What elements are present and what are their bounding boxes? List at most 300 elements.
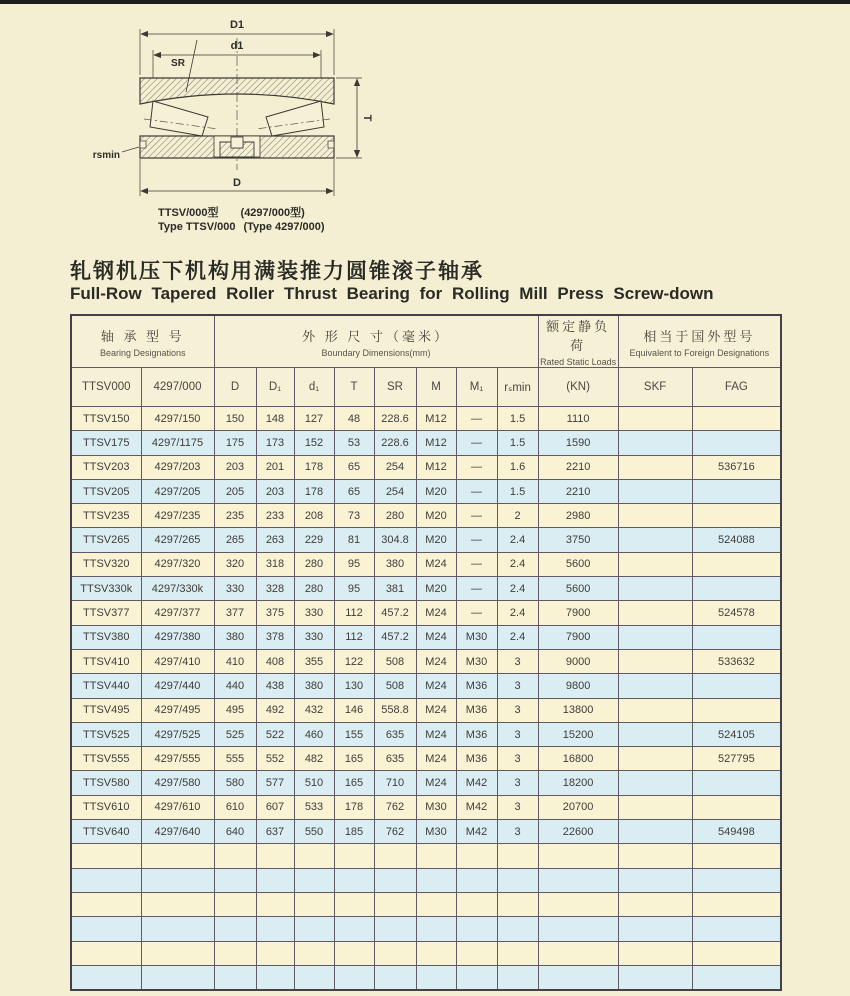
cell-4297: 4297/640 bbox=[141, 820, 214, 844]
cell-d1: 482 bbox=[294, 747, 334, 771]
cell-d1 bbox=[294, 965, 334, 989]
cell-m bbox=[416, 917, 456, 941]
cell-skf bbox=[618, 820, 692, 844]
cell-d1 bbox=[294, 868, 334, 892]
cell-m1: M42 bbox=[456, 771, 497, 795]
cell-m bbox=[416, 844, 456, 868]
cell-d1-cap: 375 bbox=[256, 601, 294, 625]
cell-d: 610 bbox=[214, 795, 256, 819]
cell-rsmin: 2.4 bbox=[497, 601, 538, 625]
group-label-en: Rated Static Loads bbox=[540, 357, 617, 367]
cell-rsmin: 2.4 bbox=[497, 625, 538, 649]
cell-t: 112 bbox=[334, 625, 374, 649]
group-label-en: Equivalent to Foreign Designations bbox=[629, 347, 770, 358]
cell-ttsv: TTSV380 bbox=[71, 625, 141, 649]
cell-sr bbox=[374, 868, 416, 892]
cell-d1: 550 bbox=[294, 820, 334, 844]
cell-rsmin: 3 bbox=[497, 747, 538, 771]
cell-fag: 524578 bbox=[692, 601, 781, 625]
table-row bbox=[71, 722, 781, 746]
cell-kn: 5600 bbox=[538, 552, 618, 576]
cell-m: M12 bbox=[416, 455, 456, 479]
cell-4297: 4297/380 bbox=[141, 625, 214, 649]
cell-m1: — bbox=[456, 455, 497, 479]
cell-kn: 20700 bbox=[538, 795, 618, 819]
cell-sr bbox=[374, 844, 416, 868]
cell-m1: — bbox=[456, 601, 497, 625]
cell-skf bbox=[618, 722, 692, 746]
cell-ttsv bbox=[71, 965, 141, 989]
cell-t bbox=[334, 868, 374, 892]
cell-kn: 1590 bbox=[538, 431, 618, 455]
cell-kn: 7900 bbox=[538, 625, 618, 649]
cell-d1-cap bbox=[256, 965, 294, 989]
cell-skf bbox=[618, 455, 692, 479]
cell-sr: 254 bbox=[374, 479, 416, 503]
group-label-cn: 相当于国外型号 bbox=[643, 328, 756, 344]
cell-fag bbox=[692, 844, 781, 868]
table-row bbox=[71, 528, 781, 552]
cell-m: M20 bbox=[416, 577, 456, 601]
cell-rsmin: 2 bbox=[497, 504, 538, 528]
cell-4297 bbox=[141, 941, 214, 965]
table-row-empty bbox=[71, 941, 781, 965]
cell-d1-cap: 522 bbox=[256, 722, 294, 746]
cell-sr bbox=[374, 941, 416, 965]
cell-d1: 178 bbox=[294, 455, 334, 479]
cell-d: 203 bbox=[214, 455, 256, 479]
cell-m1: — bbox=[456, 407, 497, 431]
cell-skf bbox=[618, 601, 692, 625]
cell-kn: 5600 bbox=[538, 577, 618, 601]
cell-d: 320 bbox=[214, 552, 256, 576]
cell-m1 bbox=[456, 941, 497, 965]
type-designation-alt-en: (Type 4297/000) bbox=[243, 221, 325, 233]
cell-kn bbox=[538, 868, 618, 892]
cell-rsmin: 1.5 bbox=[497, 407, 538, 431]
cell-rsmin bbox=[497, 892, 538, 916]
table-row bbox=[71, 479, 781, 503]
cell-ttsv: TTSV235 bbox=[71, 504, 141, 528]
cell-m1: — bbox=[456, 479, 497, 503]
cell-d1: 208 bbox=[294, 504, 334, 528]
rsmin-leader-line bbox=[122, 147, 139, 152]
cell-d1-cap: 233 bbox=[256, 504, 294, 528]
cell-rsmin: 3 bbox=[497, 649, 538, 673]
table-row-empty bbox=[71, 868, 781, 892]
column-header-m1: M₁ bbox=[456, 368, 497, 407]
cell-d: 150 bbox=[214, 407, 256, 431]
cell-d1: 330 bbox=[294, 625, 334, 649]
cell-d1 bbox=[294, 892, 334, 916]
cell-4297: 4297/440 bbox=[141, 674, 214, 698]
cell-kn: 3750 bbox=[538, 528, 618, 552]
cell-rsmin: 1.6 bbox=[497, 455, 538, 479]
cell-4297 bbox=[141, 965, 214, 989]
cell-d: 330 bbox=[214, 577, 256, 601]
cell-sr: 304.8 bbox=[374, 528, 416, 552]
table-row-empty bbox=[71, 892, 781, 916]
cell-4297: 4297/610 bbox=[141, 795, 214, 819]
cell-t: 146 bbox=[334, 698, 374, 722]
cell-m1: M36 bbox=[456, 698, 497, 722]
cell-kn: 2210 bbox=[538, 455, 618, 479]
cell-d: 377 bbox=[214, 601, 256, 625]
cell-d1-cap: 577 bbox=[256, 771, 294, 795]
cell-fag bbox=[692, 771, 781, 795]
cell-rsmin bbox=[497, 941, 538, 965]
cell-sr: 508 bbox=[374, 674, 416, 698]
cell-fag: 549498 bbox=[692, 820, 781, 844]
cell-d1-cap: 438 bbox=[256, 674, 294, 698]
cell-4297: 4297/495 bbox=[141, 698, 214, 722]
cell-rsmin: 1.5 bbox=[497, 479, 538, 503]
cell-t: 178 bbox=[334, 795, 374, 819]
cell-m1 bbox=[456, 965, 497, 989]
column-group-header-2 bbox=[538, 315, 618, 368]
cell-kn: 9000 bbox=[538, 649, 618, 673]
cell-ttsv: TTSV175 bbox=[71, 431, 141, 455]
cell-d: 410 bbox=[214, 649, 256, 673]
cell-t: 122 bbox=[334, 649, 374, 673]
table-row bbox=[71, 820, 781, 844]
cell-rsmin bbox=[497, 844, 538, 868]
right-roller bbox=[266, 101, 324, 136]
table-row bbox=[71, 771, 781, 795]
cell-4297: 4297/580 bbox=[141, 771, 214, 795]
cell-d1: 127 bbox=[294, 407, 334, 431]
cell-kn bbox=[538, 941, 618, 965]
cell-d1: 280 bbox=[294, 577, 334, 601]
cell-fag bbox=[692, 577, 781, 601]
column-header-4297: 4297/000 bbox=[141, 368, 214, 407]
cell-t bbox=[334, 892, 374, 916]
cell-sr: 762 bbox=[374, 795, 416, 819]
cell-kn bbox=[538, 844, 618, 868]
cell-t: 48 bbox=[334, 407, 374, 431]
column-header-m: M bbox=[416, 368, 456, 407]
column-header-t: T bbox=[334, 368, 374, 407]
cell-d1: 533 bbox=[294, 795, 334, 819]
cell-kn: 2210 bbox=[538, 479, 618, 503]
cell-skf bbox=[618, 698, 692, 722]
cell-fag bbox=[692, 941, 781, 965]
table-column-header-row bbox=[71, 368, 781, 407]
cell-rsmin: 3 bbox=[497, 722, 538, 746]
column-header-ttsv: TTSV000 bbox=[71, 368, 141, 407]
cell-t: 95 bbox=[334, 552, 374, 576]
cell-kn bbox=[538, 965, 618, 989]
table-row-empty bbox=[71, 917, 781, 941]
bearing-spec-table bbox=[70, 314, 782, 991]
cell-m1 bbox=[456, 917, 497, 941]
cell-d1-cap bbox=[256, 941, 294, 965]
cell-d1: 510 bbox=[294, 771, 334, 795]
cell-m1: M42 bbox=[456, 795, 497, 819]
cell-m: M24 bbox=[416, 698, 456, 722]
group-label-en: Bearing Designations bbox=[99, 347, 186, 358]
cell-4297: 4297/555 bbox=[141, 747, 214, 771]
cell-d: 175 bbox=[214, 431, 256, 455]
cell-d: 580 bbox=[214, 771, 256, 795]
table-row bbox=[71, 795, 781, 819]
cell-skf bbox=[618, 868, 692, 892]
cell-ttsv: TTSV495 bbox=[71, 698, 141, 722]
cell-skf bbox=[618, 479, 692, 503]
cell-skf bbox=[618, 504, 692, 528]
cell-m: M30 bbox=[416, 820, 456, 844]
cell-ttsv: TTSV203 bbox=[71, 455, 141, 479]
cell-m: M24 bbox=[416, 625, 456, 649]
table-row bbox=[71, 747, 781, 771]
cell-t: 155 bbox=[334, 722, 374, 746]
cell-d1-cap: 318 bbox=[256, 552, 294, 576]
table-row bbox=[71, 577, 781, 601]
table-row bbox=[71, 674, 781, 698]
cell-fag bbox=[692, 479, 781, 503]
right-groove-notch bbox=[328, 141, 334, 148]
cell-d1: 460 bbox=[294, 722, 334, 746]
cell-m: M24 bbox=[416, 674, 456, 698]
group-label-cn: 外 形 尺 寸（毫米） bbox=[302, 328, 450, 344]
cell-ttsv: TTSV320 bbox=[71, 552, 141, 576]
cell-d1-cap: 263 bbox=[256, 528, 294, 552]
cell-d bbox=[214, 917, 256, 941]
cell-t bbox=[334, 941, 374, 965]
cell-rsmin: 3 bbox=[497, 771, 538, 795]
cell-m: M24 bbox=[416, 771, 456, 795]
cell-fag bbox=[692, 917, 781, 941]
cell-d: 265 bbox=[214, 528, 256, 552]
column-header-rsmin: rₛmin bbox=[497, 368, 538, 407]
page-title-en: Full-Row Tapered Roller Thrust Bearing for Rolling Mill Press Screw-down bbox=[70, 284, 714, 303]
cell-m: M12 bbox=[416, 407, 456, 431]
cell-fag bbox=[692, 552, 781, 576]
cell-skf bbox=[618, 892, 692, 916]
cell-sr: 762 bbox=[374, 820, 416, 844]
cell-m: M24 bbox=[416, 601, 456, 625]
cell-t bbox=[334, 844, 374, 868]
group-label-cn: 额定静负荷 bbox=[546, 319, 611, 353]
cell-sr: 280 bbox=[374, 504, 416, 528]
cell-m: M20 bbox=[416, 479, 456, 503]
bearing-diagram bbox=[0, 0, 850, 255]
cell-sr: 381 bbox=[374, 577, 416, 601]
cell-m bbox=[416, 868, 456, 892]
cell-kn: 16800 bbox=[538, 747, 618, 771]
dim-label-fillet: rsmin bbox=[92, 150, 120, 161]
table-row bbox=[71, 601, 781, 625]
cell-m1: — bbox=[456, 504, 497, 528]
cell-kn: 22600 bbox=[538, 820, 618, 844]
cell-t bbox=[334, 917, 374, 941]
cell-skf bbox=[618, 965, 692, 989]
cell-d1-cap: 203 bbox=[256, 479, 294, 503]
cell-m: M24 bbox=[416, 747, 456, 771]
column-header-sr: SR bbox=[374, 368, 416, 407]
table-row-empty bbox=[71, 844, 781, 868]
cell-4297 bbox=[141, 917, 214, 941]
cell-m: M24 bbox=[416, 722, 456, 746]
type-designation-alt-cn: (4297/000型) bbox=[240, 207, 305, 219]
cell-4297 bbox=[141, 892, 214, 916]
type-designation-en: Type TTSV/000 bbox=[158, 221, 236, 233]
cell-d: 380 bbox=[214, 625, 256, 649]
column-group-header-3 bbox=[618, 315, 781, 368]
cell-kn bbox=[538, 892, 618, 916]
cell-skf bbox=[618, 747, 692, 771]
column-header-d: D bbox=[214, 368, 256, 407]
group-label-en: Boundary Dimensions(mm) bbox=[321, 347, 431, 358]
cell-sr bbox=[374, 917, 416, 941]
cell-sr: 558.8 bbox=[374, 698, 416, 722]
cell-d1-cap: 378 bbox=[256, 625, 294, 649]
cell-m bbox=[416, 965, 456, 989]
cell-fag: 536716 bbox=[692, 455, 781, 479]
cell-sr: 508 bbox=[374, 649, 416, 673]
cell-skf bbox=[618, 941, 692, 965]
column-group-header-1 bbox=[214, 315, 538, 368]
cell-ttsv: TTSV205 bbox=[71, 479, 141, 503]
cell-fag bbox=[692, 892, 781, 916]
cell-4297 bbox=[141, 868, 214, 892]
cell-skf bbox=[618, 552, 692, 576]
cell-d1-cap bbox=[256, 917, 294, 941]
cell-t: 53 bbox=[334, 431, 374, 455]
cell-d1: 432 bbox=[294, 698, 334, 722]
cell-fag bbox=[692, 868, 781, 892]
caption-line-en bbox=[158, 220, 325, 234]
cell-sr bbox=[374, 892, 416, 916]
cell-d1-cap bbox=[256, 892, 294, 916]
diagram-caption bbox=[158, 206, 325, 234]
column-header-fag: FAG bbox=[692, 368, 781, 407]
cell-t: 81 bbox=[334, 528, 374, 552]
cell-m bbox=[416, 892, 456, 916]
cell-m1: M36 bbox=[456, 722, 497, 746]
cell-d1 bbox=[294, 941, 334, 965]
cell-d bbox=[214, 868, 256, 892]
cell-fag: 527795 bbox=[692, 747, 781, 771]
cell-kn: 15200 bbox=[538, 722, 618, 746]
cell-rsmin bbox=[497, 868, 538, 892]
cell-t: 65 bbox=[334, 455, 374, 479]
cell-ttsv bbox=[71, 917, 141, 941]
caption-line-cn bbox=[158, 206, 325, 220]
cell-ttsv: TTSV525 bbox=[71, 722, 141, 746]
cell-skf bbox=[618, 771, 692, 795]
table-row-empty bbox=[71, 965, 781, 989]
cell-fag bbox=[692, 504, 781, 528]
cell-sr: 228.6 bbox=[374, 431, 416, 455]
cell-d1: 355 bbox=[294, 649, 334, 673]
table-row bbox=[71, 625, 781, 649]
cell-4297: 4297/235 bbox=[141, 504, 214, 528]
cell-d1-cap: 148 bbox=[256, 407, 294, 431]
cell-t bbox=[334, 965, 374, 989]
cell-t: 165 bbox=[334, 747, 374, 771]
cell-kn: 1110 bbox=[538, 407, 618, 431]
cell-m1 bbox=[456, 844, 497, 868]
cell-kn: 13800 bbox=[538, 698, 618, 722]
cell-kn: 2980 bbox=[538, 504, 618, 528]
group-label-cn: 轴 承 型 号 bbox=[100, 328, 185, 344]
cell-m1 bbox=[456, 892, 497, 916]
table-row bbox=[71, 455, 781, 479]
cell-m: M24 bbox=[416, 649, 456, 673]
cell-rsmin: 2.4 bbox=[497, 577, 538, 601]
cell-sr: 457.2 bbox=[374, 601, 416, 625]
cell-skf bbox=[618, 407, 692, 431]
cell-skf bbox=[618, 844, 692, 868]
cell-sr: 254 bbox=[374, 455, 416, 479]
cell-m1: M42 bbox=[456, 820, 497, 844]
cell-d bbox=[214, 941, 256, 965]
cell-4297: 4297/203 bbox=[141, 455, 214, 479]
cell-d1-cap: 607 bbox=[256, 795, 294, 819]
cell-d1-cap bbox=[256, 844, 294, 868]
cell-ttsv: TTSV640 bbox=[71, 820, 141, 844]
table-row bbox=[71, 552, 781, 576]
cell-d1-cap: 637 bbox=[256, 820, 294, 844]
cell-d: 525 bbox=[214, 722, 256, 746]
cell-4297 bbox=[141, 844, 214, 868]
cell-ttsv: TTSV377 bbox=[71, 601, 141, 625]
cell-d bbox=[214, 965, 256, 989]
cell-skf bbox=[618, 431, 692, 455]
cell-d1: 280 bbox=[294, 552, 334, 576]
type-designation-cn: TTSV/000型 bbox=[158, 207, 219, 219]
cell-d1 bbox=[294, 917, 334, 941]
table-group-header-row bbox=[71, 315, 781, 368]
cell-skf bbox=[618, 577, 692, 601]
cell-ttsv bbox=[71, 868, 141, 892]
cell-m1: M36 bbox=[456, 747, 497, 771]
cell-skf bbox=[618, 674, 692, 698]
cell-sr bbox=[374, 965, 416, 989]
cell-skf bbox=[618, 649, 692, 673]
cell-m1: M36 bbox=[456, 674, 497, 698]
cell-sr: 380 bbox=[374, 552, 416, 576]
cell-fag: 524105 bbox=[692, 722, 781, 746]
cell-fag bbox=[692, 625, 781, 649]
cell-d1-cap: 328 bbox=[256, 577, 294, 601]
cell-d bbox=[214, 844, 256, 868]
cell-rsmin: 3 bbox=[497, 820, 538, 844]
cell-fag bbox=[692, 698, 781, 722]
cell-ttsv: TTSV440 bbox=[71, 674, 141, 698]
cell-d: 495 bbox=[214, 698, 256, 722]
cell-d1: 380 bbox=[294, 674, 334, 698]
cell-d: 640 bbox=[214, 820, 256, 844]
dim-label-sphere-radius: SR bbox=[171, 58, 185, 69]
cell-d: 205 bbox=[214, 479, 256, 503]
cell-d1: 152 bbox=[294, 431, 334, 455]
cell-ttsv: TTSV330k bbox=[71, 577, 141, 601]
cell-d1: 330 bbox=[294, 601, 334, 625]
cell-rsmin: 1.5 bbox=[497, 431, 538, 455]
cell-d1-cap: 552 bbox=[256, 747, 294, 771]
cell-rsmin: 3 bbox=[497, 674, 538, 698]
cell-m1: — bbox=[456, 528, 497, 552]
cell-rsmin bbox=[497, 965, 538, 989]
cell-ttsv: TTSV410 bbox=[71, 649, 141, 673]
cell-d: 555 bbox=[214, 747, 256, 771]
cell-rsmin: 3 bbox=[497, 698, 538, 722]
cell-m: M12 bbox=[416, 431, 456, 455]
cell-m1 bbox=[456, 868, 497, 892]
cell-kn: 9800 bbox=[538, 674, 618, 698]
